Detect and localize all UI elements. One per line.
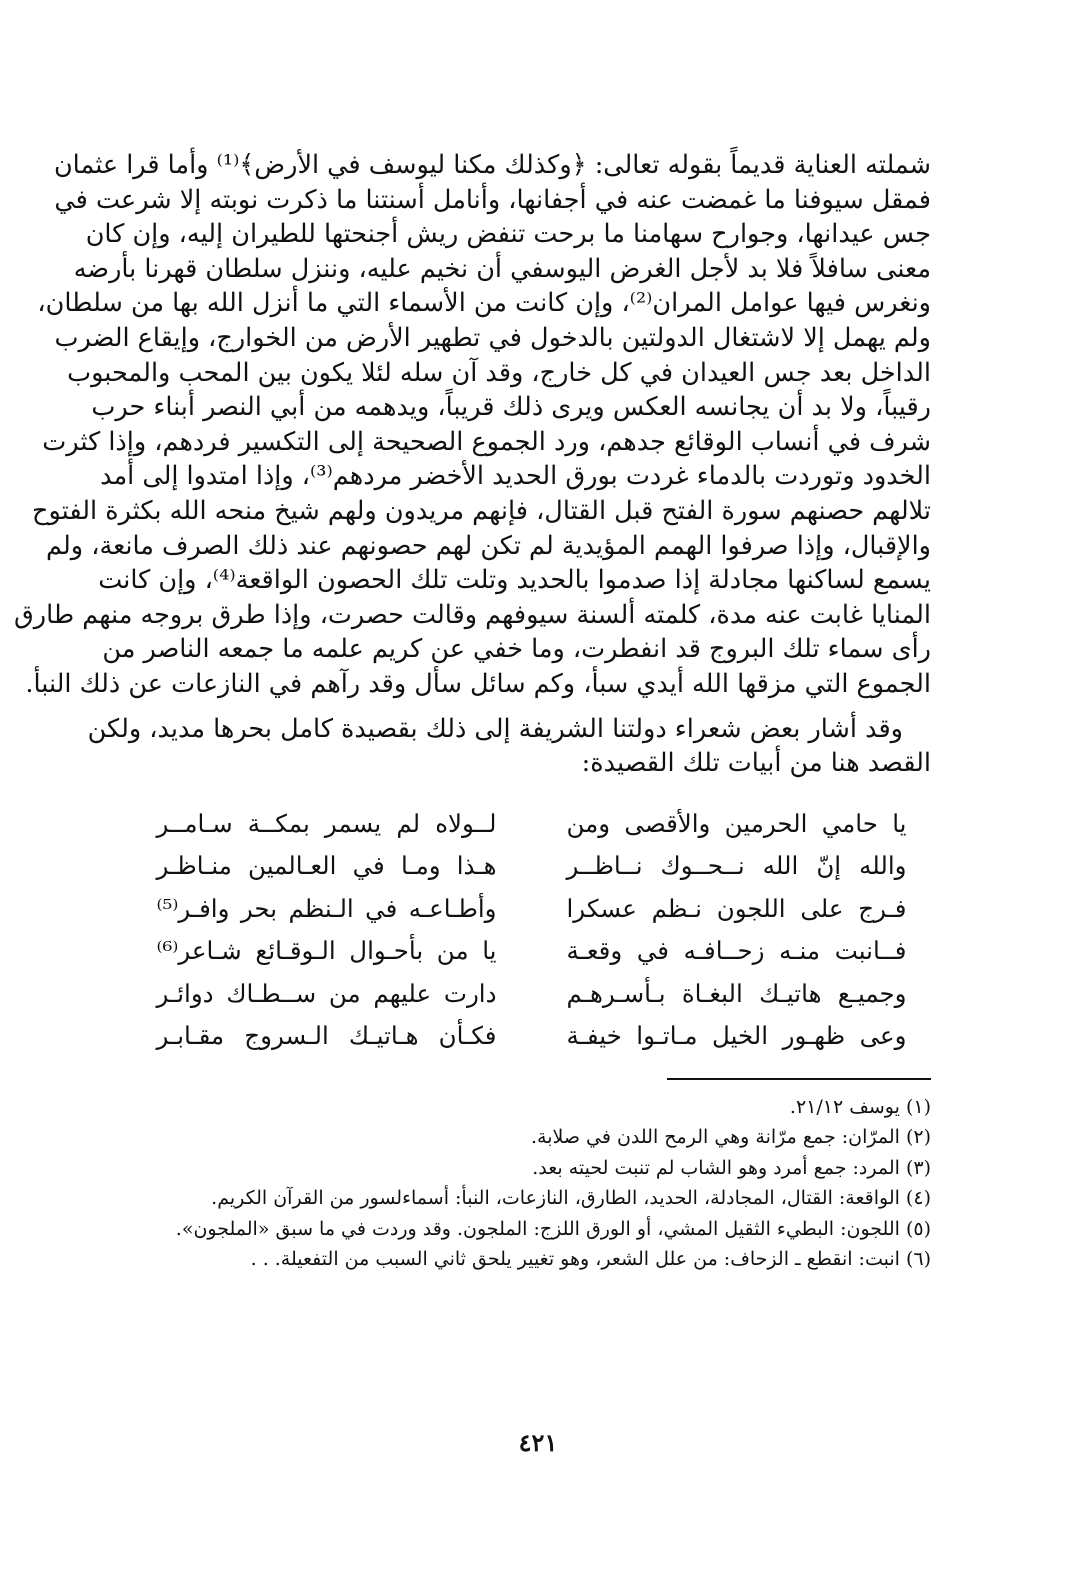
text-line: والإقبال، وإذا صرفوا الهمم المؤيدية لم تكن لهم حصونهم عند ذلك الصرف مانعة، ولم bbox=[46, 530, 931, 561]
text-line: شرف في أنساب الوقائع جدهم، ورد الجموع الصحيحة إلى التكسير فردهم، وإذا كثرت bbox=[42, 426, 931, 457]
verse-first-hemistich: وعى ظهـور الخيل مـاتـوا خيفـة bbox=[566, 1021, 907, 1051]
body-paragraph-2 bbox=[87, 712, 931, 781]
poem-verses bbox=[132, 803, 931, 1058]
text-line: شملته العناية قديماً بقوله تعالى: ﴿وكذلك مكنا ليوسف في الأرض﴾⁽¹⁾ وأما قرا عثمان bbox=[53, 150, 931, 180]
verse-second-hemistich: فكـأن هـاتيـك الـسروج مقـابـر bbox=[156, 1021, 497, 1051]
verse-second-hemistich: لــولاه لم يسمر بمكــة سـامــر bbox=[156, 808, 497, 838]
text-line: الخدود وتوردت بالدماء غردت بورق الحديد الأخضر مردهم⁽³⁾، وإذا امتدوا إلى أمد bbox=[100, 461, 931, 492]
footnote-item: (٢) المرّان: جمع مرّانة وهي الرمح اللدن في صلابة. bbox=[530, 1126, 931, 1149]
verse-first-hemistich: فـرج على اللجون نـظم عسكرا bbox=[566, 893, 907, 923]
text-line: رأى سماء تلك البروج قد انفطرت، وما خفي عن كريم علمه ما جمعه الناصر من bbox=[102, 634, 931, 665]
verse-first-hemistich: يا حامي الحرمين والأقصى ومن bbox=[566, 808, 907, 838]
footnote-item: (٦) انبت: انقطع ـ الزحاف: من علل الشعر، وهو تغيير يلحق ثاني السبب من التفعيلة. . . bbox=[250, 1248, 931, 1271]
text-line: ونغرس فيها عوامل المران⁽²⁾، وإن كانت من الأسماء التي ما أنزل الله بها من سلطان، bbox=[37, 288, 931, 319]
text-line: فمقل سيوفنا ما غمضت عنه في أجفانها، وأنامل أسنتنا ما ذكرت نوبته إلا شرعت في bbox=[54, 184, 931, 215]
footnote-item: (٣) المرد: جمع أمرد وهو الشاب لم تنبت لحيته بعد. bbox=[532, 1156, 931, 1179]
verse-second-hemistich: يا من بأحـوال الـوقـائع شـاعر⁽⁶⁾ bbox=[156, 936, 497, 966]
verse-second-hemistich: هـذا ومـا في العـالمين منـاظـر bbox=[156, 851, 497, 881]
footnote-item: (١) يوسف ٢١/١٢. bbox=[789, 1095, 931, 1118]
footnote-divider bbox=[667, 1078, 931, 1080]
text-line: يسمع لساكنها مجادلة إذا صدموا بالحديد وتلت تلك الحصون الواقعة⁽⁴⁾، وإن كانت bbox=[98, 565, 931, 596]
text-line: المنايا غابت عنه مدة، كلمته ألسنة سيوفهم وقالت حصرت، وإذا طرق بروجه منهم طارق bbox=[14, 599, 931, 630]
page-number: ٤٢١ bbox=[518, 1428, 558, 1457]
footnote-item: (٤) الواقعة: القتال، المجادلة، الحديد، الطارق، النازعات، النبأ: أسماءلسور من القرآن الكريم. bbox=[211, 1187, 931, 1210]
text-line: معنى سافلاً فلا بد لأجل الغرض اليوسفي أن نخيم عليه، وننزل سلطان قهرنا بأرضه bbox=[73, 253, 931, 284]
text-line: القصد هنا من أبيات تلك القصيدة: bbox=[581, 748, 931, 779]
text-line: الداخل بعد جس العيدان في كل خارج، وقد آن سله لئلا يكون بين المحب والمحبوب bbox=[67, 357, 931, 388]
text-line: جس عيدانها، وجوارح سهامنا ما برحت تنفض ريش أجنحتها للطيران إليه، وإن كان bbox=[85, 219, 931, 250]
verse-second-hemistich: دارت عليهم من ســطـاك دوائـر bbox=[156, 978, 497, 1008]
body-paragraph-1 bbox=[14, 148, 931, 702]
text-line: الجموع التي مزقها الله أيدي سبأ، وكم سائل سأل وقد رآهم في النازعات عن ذلك النبأ. bbox=[25, 668, 931, 699]
verse-first-hemistich: فــانبت منـه زحــافـه في وقعـة bbox=[566, 936, 907, 966]
text-line: رقيباً، ولا بد أن يجانسه العكس ويرى ذلك قريباً، ويدهمه من أبي النصر أبناء حرب bbox=[91, 392, 931, 423]
text-line: وقد أشار بعض شعراء دولتنا الشريفة إلى ذلك بقصيدة كامل بحرها مديد، ولكن bbox=[87, 713, 903, 744]
footnote-item: (٥) اللجون: البطيء الثقيل المشي، أو الورق اللزج: الملجون. وقد وردت في ما سبق «الملجون». bbox=[175, 1217, 931, 1240]
verse-first-hemistich: وجميـع هاتيـك البغـاة بـأسـرهـم bbox=[566, 978, 907, 1008]
text-line: ولم يهمل إلا لاشتغال الدولتين بالدخول في تطهير الأرض من الخوارج، وإيقاع الضرب bbox=[54, 322, 931, 353]
text-line: تلالهم حصنهم سورة الفتح قبل القتال، فإنهم مريدون ولهم شيخ منحه الله بكثرة الفتوح bbox=[32, 495, 931, 526]
verse-first-hemistich: والله إنّ الله نــحــوك نــاظــر bbox=[566, 851, 907, 881]
verse-second-hemistich: وأطـاعـه في الـنظم بحر وافـر⁽⁵⁾ bbox=[156, 893, 497, 923]
footnotes bbox=[132, 1092, 931, 1275]
